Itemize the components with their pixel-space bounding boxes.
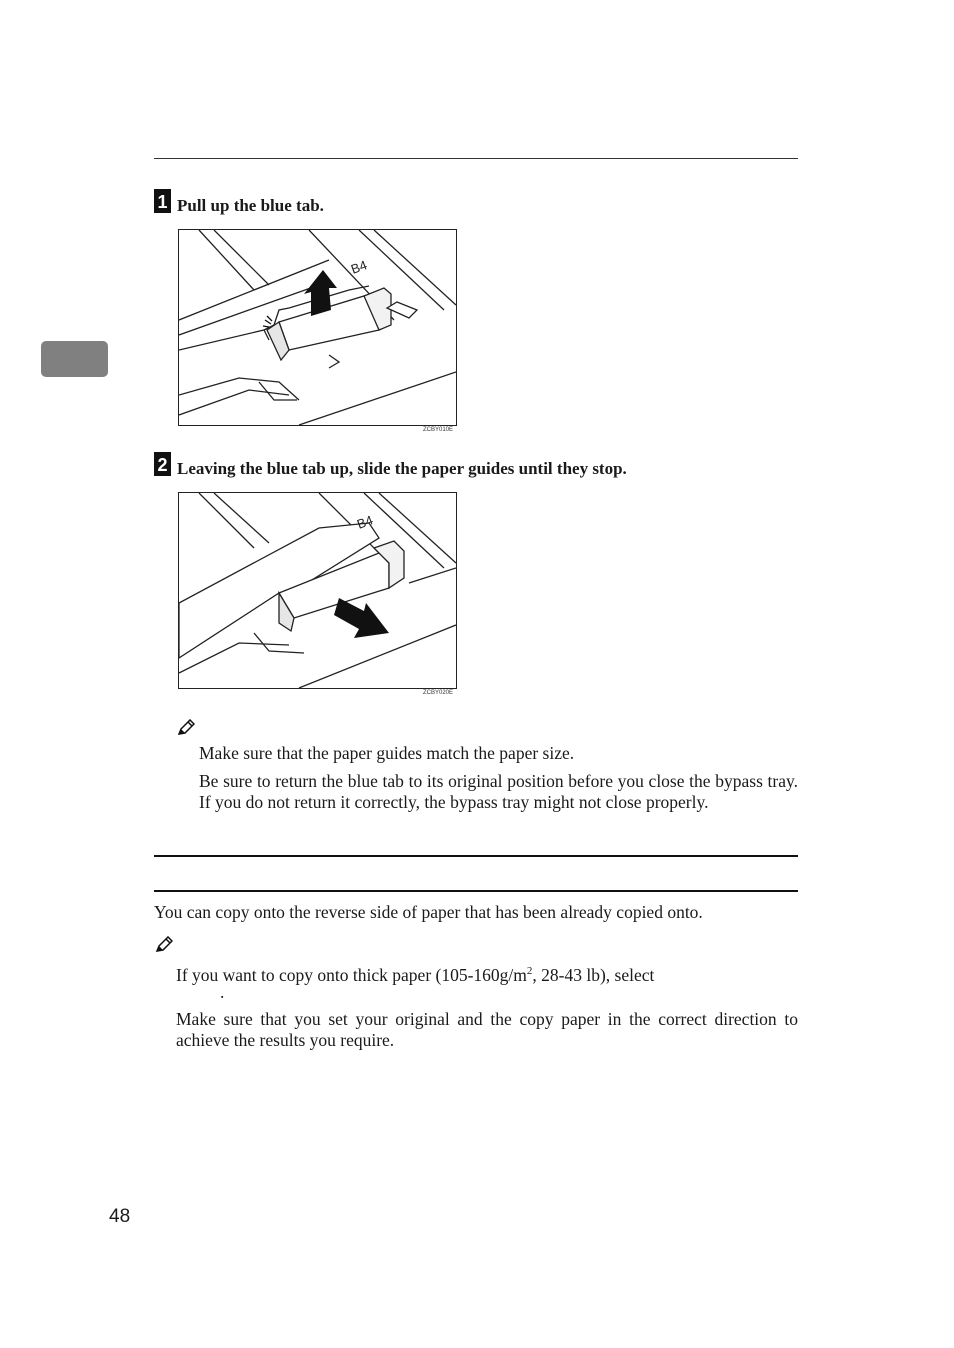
step-1-badge [154,189,171,213]
note-item-paper-guides: Make sure that the paper guides match the paper size. [199,743,575,763]
thick-paper-superscript: 2 [526,965,533,977]
section-intro: You can copy onto the reverse side of paper that has been already copied onto. [154,902,703,922]
size-label-b4: B4 [348,257,369,277]
note-item-direction: Make sure that you set your original and the copy paper in the correct direction to achieve the results you require. [176,1009,798,1050]
chapter-side-tab [41,341,108,377]
section-rule-top [154,855,798,857]
page-number: 48 [109,1206,131,1227]
figure-2-code: ZCBY020E [423,690,454,696]
figure-1-code: ZCBY010E [423,427,454,433]
pencil-note-icon [177,719,195,737]
step-1-number: 1 [157,192,168,212]
step-2-number: 2 [157,455,168,475]
thick-paper-continuation: . [220,982,225,1002]
figure-slide-guides [178,492,457,689]
step-1-text: Pull up the blue tab. [177,196,324,215]
note-item-return-tab: Be sure to return the blue tab to its original position before you close the bypass tray. If you do not return it correctly, the bypass tray might not close properly. [199,771,798,812]
header-rule [154,158,798,159]
figure-pull-up-tab [178,229,457,426]
illustration-slide-guides [179,493,456,688]
section-rule-bottom [154,890,798,892]
pencil-note-icon-2 [155,936,173,954]
thick-paper-text-start: If you want to copy onto thick paper (105-160g/m [176,964,527,985]
size-label-b4-2: B4 [354,512,375,532]
step-2-text: Leaving the blue tab up, slide the paper guides until they stop. [177,459,627,478]
illustration-pull-up-tab [179,230,456,425]
step-2-badge [154,452,171,476]
thick-paper-text-end: , 28-43 lb), select [532,964,655,985]
note-item-thick-paper [176,961,798,986]
